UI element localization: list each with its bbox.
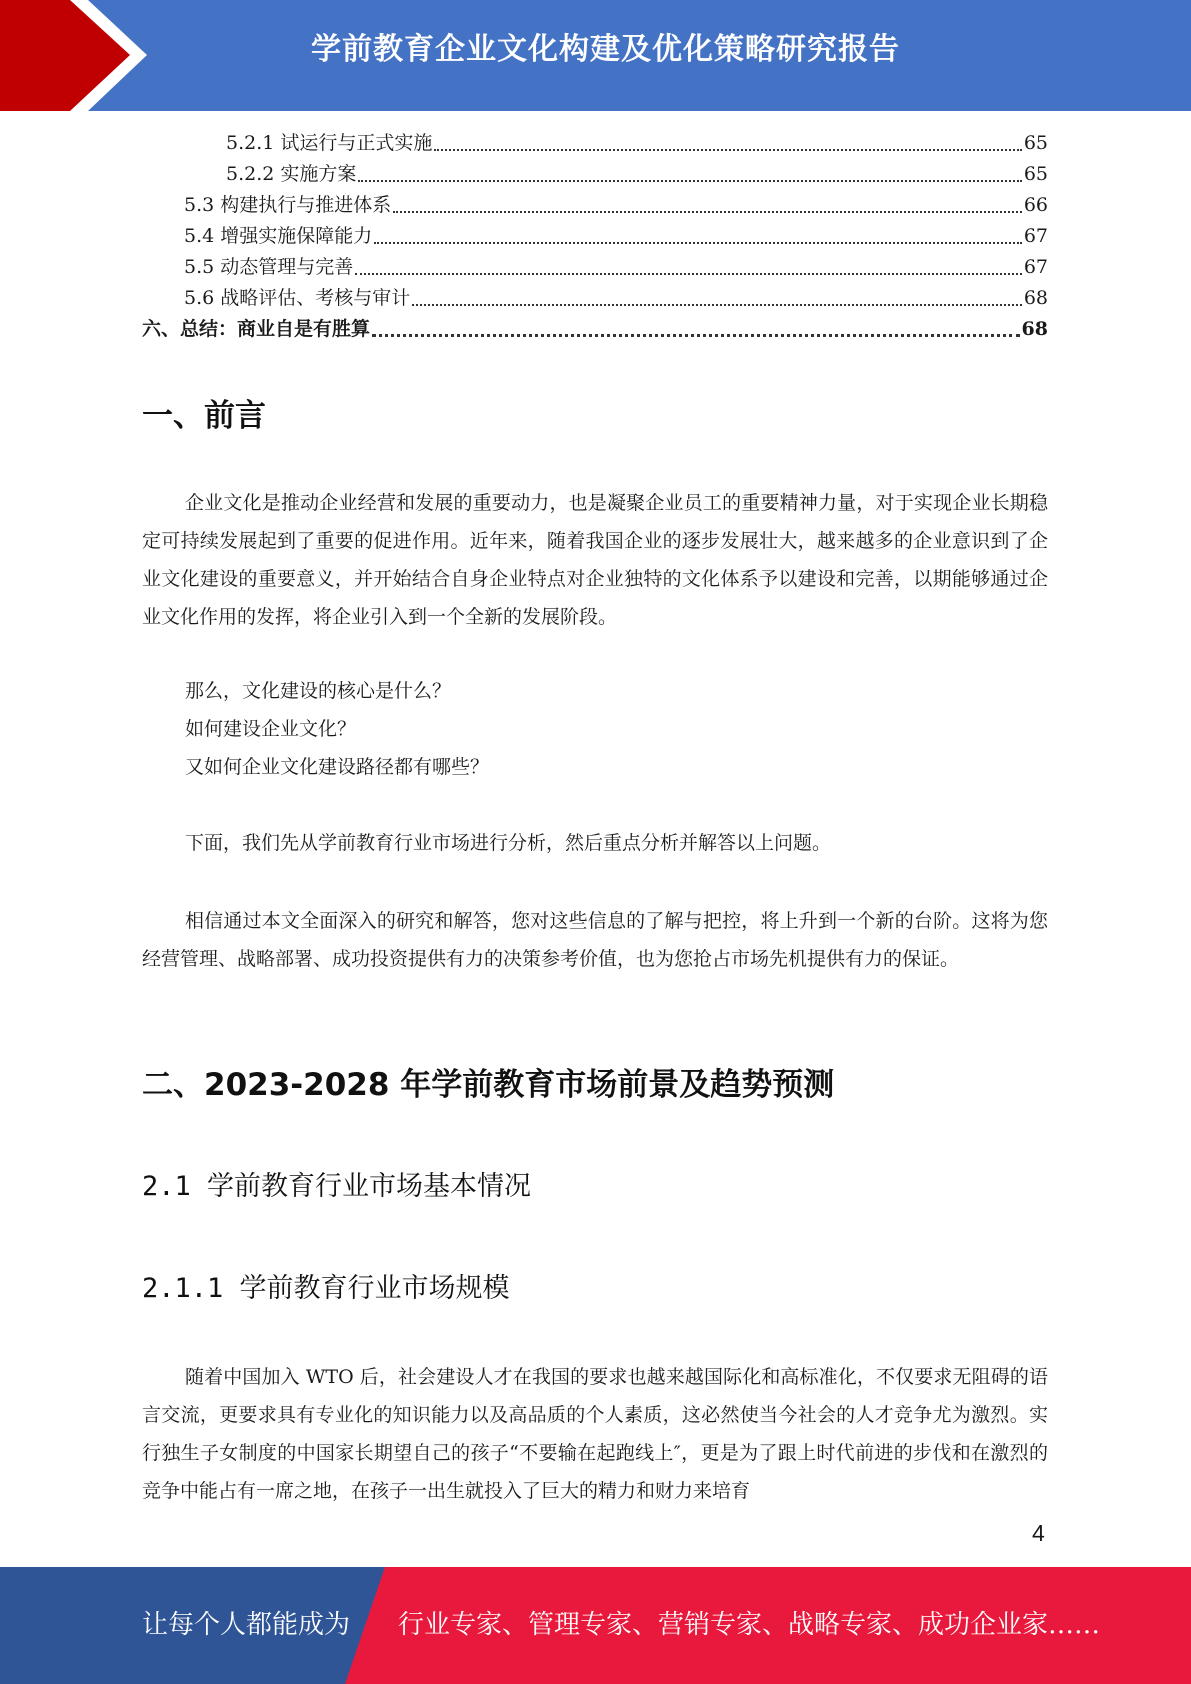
toc-entry-label: 5.2.1 试运行与正式实施 (226, 132, 433, 154)
question-line: 又如何企业文化建设路径都有哪些？ (185, 756, 490, 778)
body-paragraph: 企业文化是推动企业经营和发展的重要动力，也是凝聚企业员工的重要精神力量，对于实现企业长期稳定可持续发展起到了重要的促进作用。近年来，随着我国企业的逐步发展壮大，越来越多的企业意识到了企业文化建设的重要意义，并开始结合自身企业特点对企业独特的文化体系予以建设和完善，以期能够通过企业文化作用的发挥，将企业引入到一个全新的发展阶段。 (142, 492, 1048, 628)
toc-entry[interactable] (142, 159, 1048, 190)
toc-entry-page: 65 (1023, 132, 1048, 154)
toc-entry[interactable] (142, 252, 1048, 283)
toc-entry-label: 5.4 增强实施保障能力 (184, 225, 373, 247)
question-line: 那么，文化建设的核心是什么？ (185, 680, 452, 702)
toc-entry[interactable] (142, 221, 1048, 252)
toc-entry[interactable] (142, 314, 1048, 345)
toc-entry[interactable] (142, 128, 1048, 159)
body-paragraph: 下面，我们先从学前教育行业市场进行分析，然后重点分析并解答以上问题。 (185, 832, 832, 854)
toc-entry-page: 66 (1023, 194, 1048, 216)
body-paragraph: 相信通过本文全面深入的研究和解答，您对这些信息的了解与把控，将上升到一个新的台阶。这将为您经营管理、战略部署、成功投资提供有力的决策参考价值，也为您抢占市场先机提供有力的保证。 (142, 910, 1048, 970)
toc-entry-page: 68 (1021, 318, 1048, 340)
toc-entry-label: 六、总结：商业自是有胜算 (142, 318, 371, 340)
subsubsection-heading: 2.1.1 学前教育行业市场规模 (142, 1273, 510, 1304)
toc-leader-dots (372, 334, 1020, 337)
toc-entry-page: 67 (1023, 256, 1048, 278)
body-paragraph: 随着中国加入 WTO 后，社会建设人才在我国的要求也越来越国际化和高标准化，不仅要求无阻碍的语言交流，更要求具有专业化的知识能力以及高品质的个人素质，这必然使当今社会的人才竞争尤为激烈。实行独生子女制度的中国家长期望自己的孩子“不要输在起跑线上″，更是为了跟上时代前进的步伐和在激烈的竞争中能占有一席之地，在孩子一出生就投入了巨大的精力和财力来培育 (142, 1366, 1048, 1502)
page-header (0, 0, 1191, 111)
page-number: 4 (1032, 1520, 1045, 1546)
toc-leader-dots (393, 211, 1022, 213)
table-of-contents (142, 128, 1048, 345)
question-line: 如何建设企业文化？ (185, 718, 357, 740)
toc-leader-dots (434, 149, 1021, 151)
toc-leader-dots (374, 242, 1022, 244)
toc-entry-page: 65 (1023, 163, 1048, 185)
section-heading: 一、前言 (142, 398, 266, 434)
header-title: 学前教育企业文化构建及优化策略研究报告 (311, 32, 900, 67)
subsection-heading: 2.1 学前教育行业市场基本情况 (142, 1171, 532, 1202)
toc-leader-dots (412, 304, 1022, 306)
footer-slogan-right: 行业专家、管理专家、营销专家、战略专家、成功企业家…… (398, 1610, 1101, 1640)
toc-entry-page: 68 (1023, 287, 1048, 309)
toc-entry-page: 67 (1023, 225, 1048, 247)
toc-entry-label: 5.5 动态管理与完善 (184, 256, 354, 278)
toc-entry-label: 5.6 战略评估、考核与审计 (184, 287, 411, 309)
toc-entry[interactable] (142, 283, 1048, 314)
toc-entry[interactable] (142, 190, 1048, 221)
toc-leader-dots (355, 273, 1022, 275)
footer-slogan-left: 让每个人都能成为 (142, 1610, 351, 1640)
toc-entry-label: 5.2.2 实施方案 (226, 163, 357, 185)
toc-entry-label: 5.3 构建执行与推进体系 (184, 194, 392, 216)
page-footer (0, 1567, 1191, 1684)
section-heading: 二、2023-2028 年学前教育市场前景及趋势预测 (142, 1067, 835, 1103)
toc-leader-dots (358, 180, 1021, 182)
